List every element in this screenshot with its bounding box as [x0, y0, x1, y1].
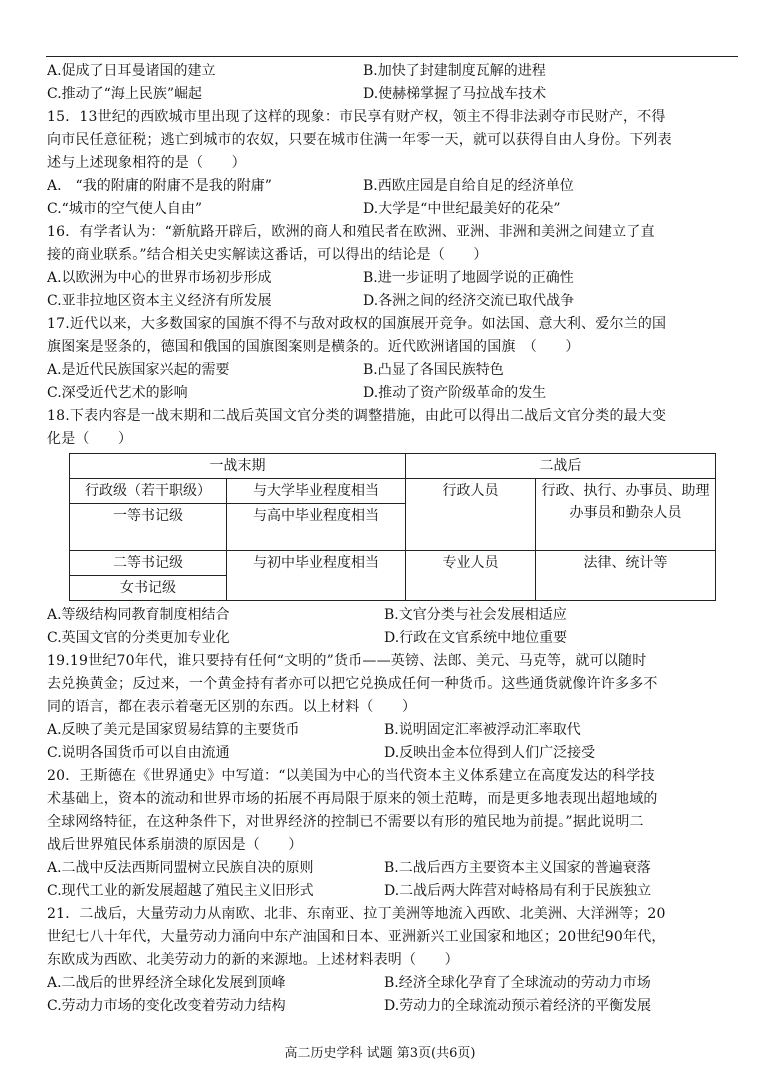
q21-stem-line: 世纪七八十年代，大量劳动力涌向中东产油国和日本、亚洲新兴工业国家和地区；20世纪90年代，: [47, 929, 666, 945]
q21-option-d: D.劳动力的全球流动预示着经济的平衡发展: [384, 998, 652, 1014]
q18-option-b: B.文官分类与社会发展相适应: [384, 607, 567, 623]
q14-option-c: C.推动了“海上民族”崛起: [47, 86, 202, 102]
q21-option-b: B.经济全球化孕育了全球流动的劳动力市场: [384, 975, 651, 991]
q15-stem-line: 向市民任意征税；逃亡到城市的农奴，只要在城市住满一年零一天，就可以获得自由人身份。下列表: [47, 132, 672, 148]
q15-stem-line: 15．13世纪的西欧城市里出现了这样的现象：市民享有财产权，领主不得非法剥夺市民财产，不得: [47, 109, 666, 125]
q16-option-a: A.以欧洲为中心的世界市场初步形成: [47, 270, 272, 286]
q17-option-a: A.是近代民族国家兴起的需要: [47, 362, 230, 378]
q16-option-b: B.进一步证明了地圆学说的正确性: [363, 270, 574, 286]
question-17: [47, 313, 737, 405]
q16-option-d: D.各洲之间的经济交流已取代战争: [363, 293, 575, 309]
table-cell: 与高中毕业程度相当: [227, 504, 406, 551]
q15-option-b: B.西欧庄园是自给自足的经济单位: [363, 178, 574, 194]
table-cell-admin: 行政人员: [406, 479, 536, 551]
q19-stem-line: 去兑换黄金；反过来，一个黄金持有者亦可以把它兑换成任何一种货币。这些通货就像许许多多不: [47, 676, 658, 692]
table-cell-admin-detail: 行政、执行、办事员、助理办事员和勤杂人员: [536, 479, 716, 551]
q15-stem-line: 述与上述现象相符的是（ ）: [47, 155, 246, 171]
q18-option-a: A.等级结构同教育制度相结合: [47, 607, 230, 623]
q19-option-b: B.说明固定汇率被浮动汇率取代: [384, 722, 581, 738]
q17-stem-line: 17.近代以来，大多数国家的国旗不得不与敌对政权的国旗展开竞争。如法国、意大利、爱尔兰的国: [47, 316, 667, 332]
q16-stem-line: 接的商业联系。”结合相关史实解读这番话，可以得出的结论是（ ）: [47, 247, 488, 263]
q17-stem-line: 旗图案是竖条的，德国和俄国的国旗图案则是横条的。近代欧洲诸国的国旗 （ ）: [47, 339, 580, 355]
q20-stem-line: 20．王斯德在《世界通史》中写道：“以美国为中心的当代资本主义体系建立在高度发达的科学技: [47, 768, 655, 784]
q20-option-c: C.现代工业的新发展超越了殖民主义旧形式: [47, 883, 314, 899]
q15-option-c: C.“城市的空气使人自由”: [47, 201, 202, 217]
q21-option-c: C.劳动力市场的变化改变着劳动力结构: [47, 998, 286, 1014]
question-16: [47, 221, 737, 313]
table-cell: 行政级（若干职级）: [70, 479, 227, 504]
q17-option-b: B.凸显了各国民族特色: [363, 362, 504, 378]
q19-stem-line: 19.19世纪70年代，谁只要持有任何“文明的”货币——英镑、法郎、美元、马克等，就可以随时: [47, 653, 647, 669]
q17-option-c: C.深受近代艺术的影响: [47, 385, 188, 401]
header-rule: [46, 56, 738, 57]
question-18: [47, 405, 737, 650]
q15-option-a: A. “我的附庸的附庸不是我的附庸”: [47, 178, 272, 194]
table-cell: 与初中毕业程度相当: [227, 551, 406, 601]
q20-option-a: A.二战中反法西斯同盟树立民族自决的原则: [47, 860, 314, 876]
question-15: [47, 106, 737, 221]
q20-stem-line: 战后世界殖民体系崩溃的原因是（ ）: [47, 837, 303, 853]
page-footer: 高二历史学科 试题 第3页(共6页): [284, 1046, 476, 1061]
civil-service-table: [69, 453, 716, 601]
q14-option-a: A.促成了日耳曼诸国的建立: [47, 63, 216, 79]
q20-stem-line: 全球网络特征，在这种条件下，对世界经济的控制已不需要以有形的殖民地为前提。”据此说明二: [47, 814, 644, 830]
q19-option-d: D.反映出金本位得到人们广泛接受: [384, 745, 596, 761]
q19-option-a: A.反映了美元是国家贸易结算的主要货币: [47, 722, 300, 738]
q20-option-d: D.二战后两大阵营对峙格局有利于民族独立: [384, 883, 652, 899]
question-20: [47, 765, 737, 903]
table-header-postwar: 二战后: [406, 454, 716, 479]
q18-option-c: C.英国文官的分类更加专业化: [47, 630, 230, 646]
q21-stem-line: 21．二战后，大量劳动力从南欧、北非、东南亚、拉丁美洲等地流入西欧、北美洲、大洋洲等；20: [47, 906, 666, 922]
q14-option-d: D.使赫梯掌握了马拉战车技术: [363, 86, 547, 102]
q20-option-b: B.二战后西方主要资本主义国家的普遍衰落: [384, 860, 651, 876]
table-cell: 二等书记级: [70, 551, 227, 576]
q21-option-a: A.二战后的世界经济全球化发展到顶峰: [47, 975, 286, 991]
q19-option-c: C.说明各国货币可以自由流通: [47, 745, 230, 761]
table-cell: 与大学毕业程度相当: [227, 479, 406, 504]
q19-stem-line: 同的语言，都在表示着毫无区别的东西。以上材料（ ）: [47, 699, 417, 715]
exam-content: [47, 60, 737, 1018]
q15-option-d: D.大学是“中世纪最美好的花朵”: [363, 201, 561, 217]
question-14-options: [47, 60, 737, 106]
q16-stem-line: 16．有学者认为：“新航路开辟后，欧洲的商人和殖民者在欧洲、亚洲、非洲和美洲之间建立了直: [47, 224, 655, 240]
table-cell: 一等书记级: [70, 504, 227, 551]
table-header-wwi: 一战末期: [70, 454, 406, 479]
question-19: [47, 650, 737, 765]
question-21: [47, 903, 737, 1018]
q17-option-d: D.推动了资产阶级革命的发生: [363, 385, 547, 401]
q20-stem-line: 术基础上，资本的流动和世界市场的拓展不再局限于原来的领土范畴，而是更多地表现出超地域的: [47, 791, 658, 807]
table-cell-professional-detail: 法律、统计等: [536, 551, 716, 601]
q18-stem-line: 18.下表内容是一战末期和二战后英国文官分类的调整措施，由此可以得出二战后文官分类的最大变: [47, 408, 667, 424]
q16-option-c: C.亚非拉地区资本主义经济有所发展: [47, 293, 272, 309]
q18-stem-line: 化是（ ）: [47, 431, 133, 447]
table-cell-professional: 专业人员: [406, 551, 536, 601]
table-cell: 女书记级: [70, 576, 227, 601]
q14-option-b: B.加快了封建制度瓦解的进程: [363, 63, 546, 79]
q21-stem-line: 东欧成为西欧、北美劳动力的新的来源地。上述材料表明（ ）: [47, 952, 459, 968]
q18-option-d: D.行政在文官系统中地位重要: [384, 630, 568, 646]
